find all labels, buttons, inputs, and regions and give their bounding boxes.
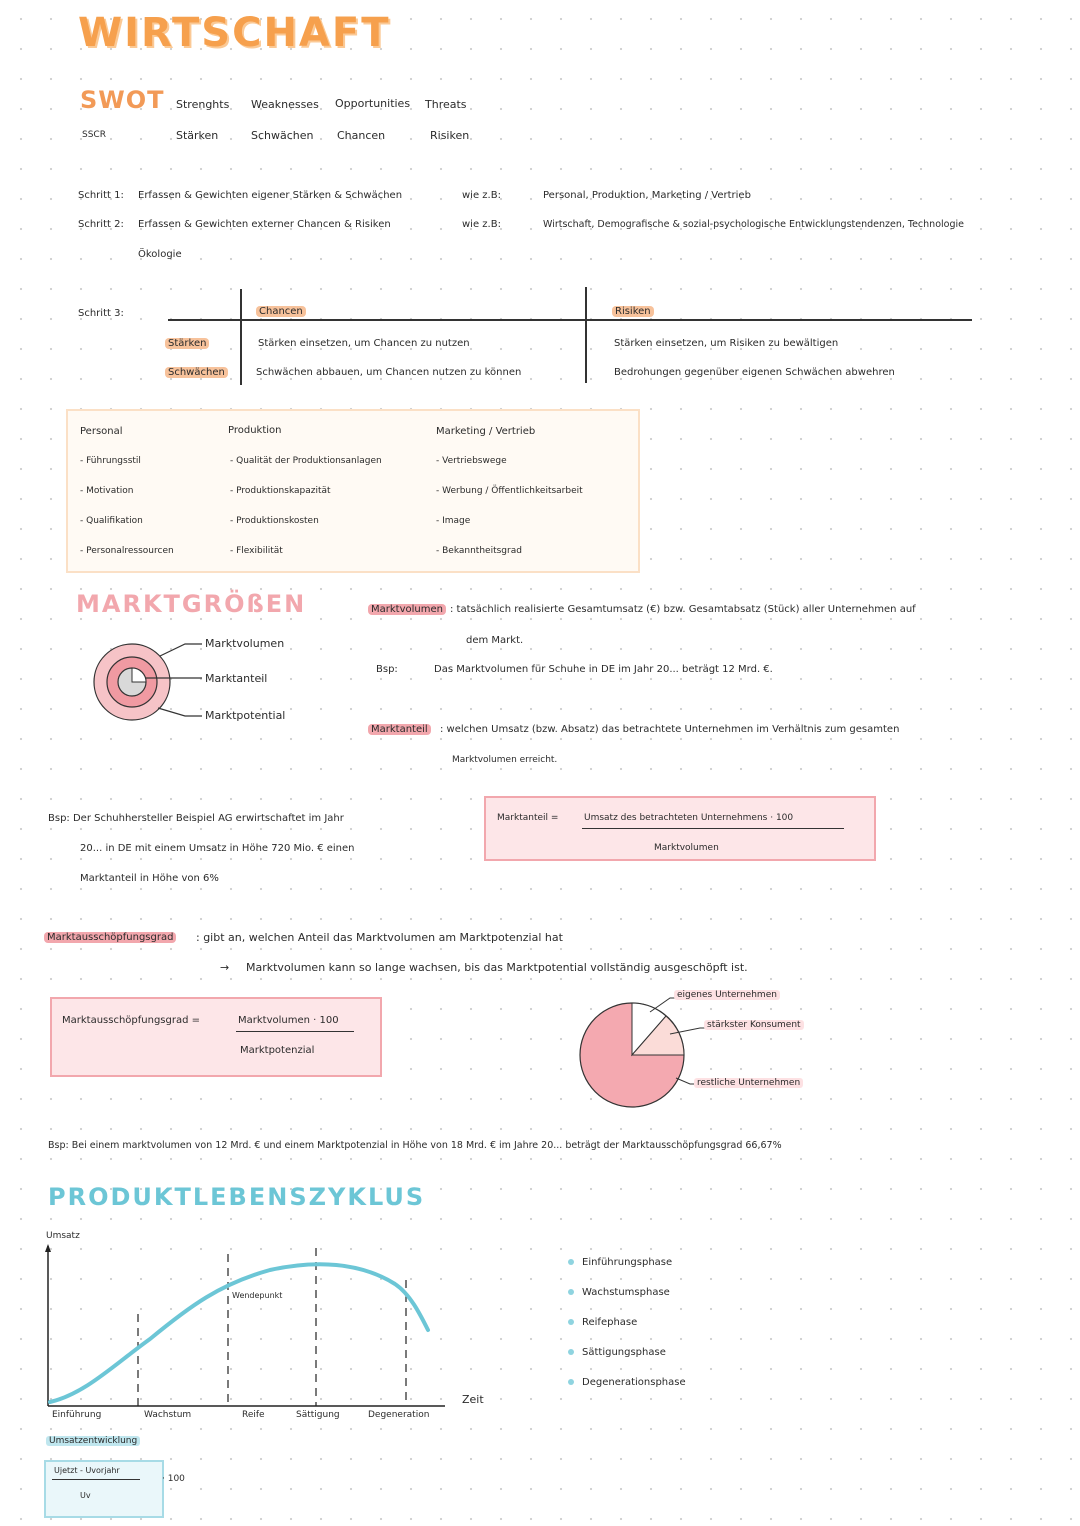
step2-label: Schritt 2: [78,219,124,230]
plz-chart [40,1244,460,1414]
plz-x-axis-label: Zeit [462,1393,484,1406]
ma-formula-numerator: Umsatz des betrachteten Unternehmens · 100 [584,813,794,823]
plz-axis-phase: Einführung [52,1410,102,1420]
pie-label-own-company: eigenes Unternehmen [674,990,780,1000]
ma-formula-label: Marktanteil = [497,813,559,823]
umsatzentwicklung-term: Umsatzentwicklung [46,1436,140,1446]
market-share-pie [570,990,850,1110]
swot-de-3: Chancen [337,129,386,142]
step3-table-hline [168,319,972,321]
bullet-icon [568,1289,574,1295]
diagram-label-marktvolumen: Marktvolumen [205,637,285,650]
step3-cell-wr: Bedrohungen gegenüber eigenen Schwächen abwehren [614,367,895,378]
factor-personal-item: - Führungsstil [80,456,141,466]
swot-de-2: Schwächen [251,129,314,142]
step2-example-label: wie z.B: [462,219,501,230]
bullet-icon [568,1319,574,1325]
swot-de-1: Stärken [176,129,219,142]
step3-row-staerken: Stärken [165,338,209,349]
mag-formula-denominator: Marktpotenzial [240,1045,315,1056]
plz-y-axis-label: Umsatz [46,1231,80,1241]
factor-produktion-title: Produktion [228,425,282,436]
diagram-label-marktpotential: Marktpotential [205,709,286,722]
umsatz-formula-numerator: Ujetzt - Uvorjahr [54,1466,120,1475]
plz-phase-label: Reifephase [582,1317,638,1328]
bullet-icon [568,1349,574,1355]
swot-en-3: Opportunities [335,97,411,110]
mv-definition: : tatsächlich realisierte Gesamtumsatz (€) bzw. Gesamtabsatz (Stück) aller Unternehmen auf [450,604,916,615]
pie-label-rest: restliche Unternehmen [694,1078,803,1088]
plz-phase-label: Wachstumsphase [582,1287,670,1298]
plz-phase-label: Degenerationsphase [582,1377,686,1388]
step2-cont: Ökologie [138,249,182,260]
diagram-label-marktanteil: Marktanteil [205,672,268,685]
step3-col-risiken: Risiken [612,306,654,317]
step2-text: Erfassen & Gewichten externer Chancen & Risiken [138,219,391,230]
ma-example-line2: 20... in DE mit einem Umsatz in Höhe 720 Mio. € einen [80,843,355,854]
mag-definition: : gibt an, welchen Anteil das Marktvolumen am Marktpotenzial hat [196,931,563,944]
ma-definition-cont: Marktvolumen erreicht. [452,755,558,765]
factor-personal-item: - Personalressourcen [80,546,174,556]
ma-formula-fraction-line [582,828,844,829]
mv-definition-cont: dem Markt. [466,635,524,646]
ma-example-line3: Marktanteil in Höhe von 6% [80,873,219,884]
step1-label: Schritt 1: [78,190,124,201]
swot-de-4: Risiken [430,129,470,142]
plz-phase-label: Sättigungsphase [582,1347,666,1358]
mag-formula-fraction-line [236,1031,354,1032]
plz-heading: PRODUKTLEBENSZYKLUS [48,1183,426,1211]
step3-label: Schritt 3: [78,308,124,319]
plz-phase-label: Einführungsphase [582,1257,673,1268]
factor-personal-title: Personal [80,426,123,437]
step1-text: Erfassen & Gewichten eigener Stärken & Schwächen [138,190,403,201]
factor-produktion-item: - Produktionskosten [230,516,319,526]
umsatz-formula-denominator: Uv [80,1491,91,1500]
plz-phase-item [568,1377,686,1388]
ma-example-line1: Bsp: Der Schuhhersteller Beispiel AG erwirtschaftet im Jahr [48,813,344,824]
plz-axis-phase: Reife [242,1410,265,1420]
mag-formula-numerator: Marktvolumen · 100 [238,1015,339,1026]
step1-example-label: wie z.B: [462,190,501,201]
ma-definition: : welchen Umsatz (bzw. Absatz) das betrachtete Unternehmen im Verhältnis zum gesamten [440,724,900,735]
plz-phase-item [568,1257,672,1268]
umsatz-formula-factor: · 100 [162,1474,185,1484]
factor-produktion-item: - Qualität der Produktionsanlagen [230,456,382,466]
factor-produktion-item: - Produktionskapazität [230,486,331,496]
step3-col-chancen: Chancen [256,306,306,317]
swot-subtitle: SSCR [82,130,106,140]
factor-marketing-item: - Werbung / Öffentlichkeitsarbeit [436,486,583,496]
plz-axis-phase: Degeneration [368,1410,430,1420]
bullet-icon [568,1259,574,1265]
factor-personal-item: - Qualifikation [80,516,143,526]
step3-row-schwaechen: Schwächen [165,367,228,378]
factor-marketing-item: - Vertriebswege [436,456,507,466]
pie-label-strongest: stärkster Konsument [704,1020,804,1030]
factor-produktion-item: - Flexibilität [230,546,283,556]
mag-formula-box [50,997,382,1077]
step3-table-vline-1 [240,289,242,385]
swot-en-1: Strenghts [176,98,230,111]
swot-heading: SWOT [80,86,165,114]
factor-marketing-item: - Image [436,516,471,526]
plz-axis-phase: Sättigung [296,1410,340,1420]
page-title: WIRTSCHAFT [78,10,391,56]
step2-examples: Wirtschaft, Demografische & sozial-psychologische Entwicklungstendenzen, Technologie [543,219,964,230]
mag-formula-label: Marktausschöpfungsgrad = [62,1015,201,1026]
mv-term: Marktvolumen [368,604,446,615]
mag-example: Bsp: Bei einem marktvolumen von 12 Mrd. € und einem Marktpotenzial in Höhe von 18 Mrd. € im Jahre 20... beträgt der Marktausschöpfungsgrad 66,67% [48,1140,782,1151]
step3-table-vline-2 [585,287,587,383]
swot-en-2: Weaknesses [251,98,319,111]
factor-personal-item: - Motivation [80,486,134,496]
umsatz-formula-fraction-line [52,1479,140,1480]
plz-wendepunkt: Wendepunkt [232,1291,283,1300]
plz-phase-item [568,1347,666,1358]
mag-arrow-text: Marktvolumen kann so lange wachsen, bis das Marktpotential vollständig ausgeschöpft ist. [246,961,748,974]
plz-axis-phase: Wachstum [144,1410,192,1420]
mv-bsp-label: Bsp: [376,664,398,675]
mv-example: Das Marktvolumen für Schuhe in DE im Jahr 20... beträgt 12 Mrd. €. [434,664,773,675]
factor-marketing-item: - Bekanntheitsgrad [436,546,522,556]
step1-examples: Personal, Produktion, Marketing / Vertrieb [543,190,751,201]
step3-cell-sr: Stärken einsetzen, um Risiken zu bewältigen [614,338,839,349]
ma-term: Marktanteil [368,724,431,735]
swot-en-4: Threats [425,98,467,111]
plz-phase-item [568,1287,670,1298]
ma-formula-denominator: Marktvolumen [654,843,719,853]
mag-arrow-icon: → [220,961,230,974]
marktgroessen-heading: MARKTGRÖßEN [76,590,307,618]
bullet-icon [568,1379,574,1385]
mag-term: Marktausschöpfungsgrad [44,932,176,943]
step3-cell-wc: Schwächen abbauen, um Chancen nutzen zu können [256,367,522,378]
factor-marketing-title: Marketing / Vertrieb [436,426,536,437]
step3-cell-sc: Stärken einsetzen, um Chancen zu nutzen [258,338,470,349]
plz-phase-item [568,1317,637,1328]
